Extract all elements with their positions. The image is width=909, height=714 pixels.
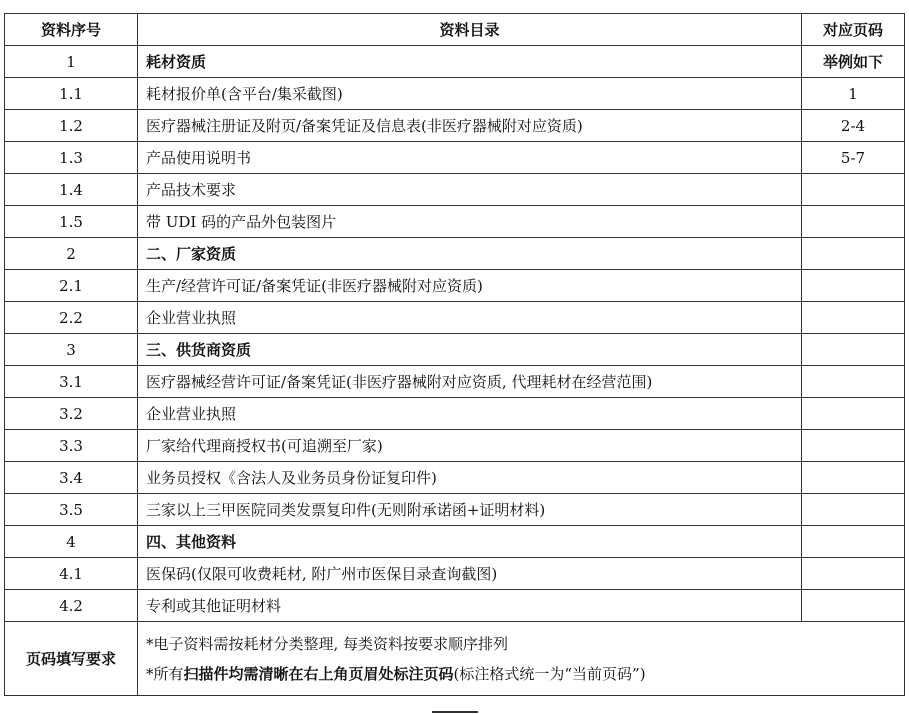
section-title-cell: 二、厂家资质 bbox=[138, 238, 802, 270]
serial-number-cell: 2.2 bbox=[5, 302, 138, 334]
serial-number-cell: 3.5 bbox=[5, 494, 138, 526]
requirements-notes bbox=[138, 622, 905, 696]
table-row bbox=[5, 398, 905, 430]
catalog-item-cell: 带 UDI 码的产品外包装图片 bbox=[138, 206, 802, 238]
catalog-item-cell: 生产/经营许可证/备案凭证(非医疗器械附对应资质) bbox=[138, 270, 802, 302]
serial-number-cell: 4.1 bbox=[5, 558, 138, 590]
catalog-item-cell: 耗材报价单(含平台/集采截图) bbox=[138, 78, 802, 110]
page-number-cell bbox=[802, 494, 905, 526]
page-number-cell: 举例如下 bbox=[802, 46, 905, 78]
header-catalog: 资料目录 bbox=[138, 14, 802, 46]
table-row bbox=[5, 590, 905, 622]
page-number-cell: 5-7 bbox=[802, 142, 905, 174]
section-title-cell: 耗材资质 bbox=[138, 46, 802, 78]
serial-number-cell: 4 bbox=[5, 526, 138, 558]
serial-number-cell: 1.2 bbox=[5, 110, 138, 142]
requirement-note-1: *电子资料需按耗材分类整理, 每类资料按要求顺序排列 bbox=[146, 634, 509, 653]
catalog-item-cell: 三家以上三甲医院同类发票复印件(无则附承诺函+证明材料) bbox=[138, 494, 802, 526]
page-number-cell bbox=[802, 206, 905, 238]
page-number-cell bbox=[802, 590, 905, 622]
table-row bbox=[5, 270, 905, 302]
page-number-cell bbox=[802, 302, 905, 334]
requirement-note-2-prefix: *所有 bbox=[146, 664, 184, 683]
serial-number-cell: 2 bbox=[5, 238, 138, 270]
section-title-cell: 四、其他资料 bbox=[138, 526, 802, 558]
page-number-cell bbox=[802, 366, 905, 398]
section-row bbox=[5, 526, 905, 558]
serial-number-cell: 1.1 bbox=[5, 78, 138, 110]
serial-number-cell: 1.3 bbox=[5, 142, 138, 174]
table-row bbox=[5, 174, 905, 206]
header-page: 对应页码 bbox=[802, 14, 905, 46]
catalog-item-cell: 医疗器械经营许可证/备案凭证(非医疗器械附对应资质, 代理耗材在经营范围) bbox=[138, 366, 802, 398]
requirement-note-2-emphasis: 扫描件均需清晰在右上角页眉处标注页码 bbox=[183, 664, 454, 683]
catalog-item-cell: 医保码(仅限可收费耗材, 附广州市医保目录查询截图) bbox=[138, 558, 802, 590]
serial-number-cell: 3.1 bbox=[5, 366, 138, 398]
serial-number-cell: 3.3 bbox=[5, 430, 138, 462]
table-row bbox=[5, 78, 905, 110]
page-number-cell bbox=[802, 398, 905, 430]
section-row bbox=[5, 334, 905, 366]
catalog-item-cell: 厂家给代理商授权书(可追溯至厂家) bbox=[138, 430, 802, 462]
page-number-cell: 1 bbox=[802, 78, 905, 110]
page-number-cell bbox=[802, 462, 905, 494]
requirement-note-2 bbox=[146, 659, 896, 689]
table-row bbox=[5, 142, 905, 174]
serial-number-cell: 1.4 bbox=[5, 174, 138, 206]
table-row bbox=[5, 494, 905, 526]
serial-number-cell: 1 bbox=[5, 46, 138, 78]
serial-number-cell: 4.2 bbox=[5, 590, 138, 622]
page-number-cell bbox=[802, 430, 905, 462]
serial-number-cell: 3.4 bbox=[5, 462, 138, 494]
table-row bbox=[5, 110, 905, 142]
section-title-cell: 三、供货商资质 bbox=[138, 334, 802, 366]
catalog-item-cell: 业务员授权《含法人及业务员身份证复印件) bbox=[138, 462, 802, 494]
catalog-item-cell: 企业营业执照 bbox=[138, 398, 802, 430]
catalog-item-cell: 产品使用说明书 bbox=[138, 142, 802, 174]
page-number-cell bbox=[802, 558, 905, 590]
page-number-cell bbox=[802, 334, 905, 366]
serial-number-cell: 3.2 bbox=[5, 398, 138, 430]
page-number-cell bbox=[802, 270, 905, 302]
catalog-item-cell: 产品技术要求 bbox=[138, 174, 802, 206]
table-row bbox=[5, 430, 905, 462]
section-row bbox=[5, 46, 905, 78]
table-header-row bbox=[5, 14, 905, 46]
section-row bbox=[5, 238, 905, 270]
table-row bbox=[5, 206, 905, 238]
table-row bbox=[5, 558, 905, 590]
catalog-item-cell: 企业营业执照 bbox=[138, 302, 802, 334]
serial-number-cell: 2.1 bbox=[5, 270, 138, 302]
table-row bbox=[5, 302, 905, 334]
requirements-label: 页码填写要求 bbox=[5, 622, 138, 696]
page-number-cell: 2-4 bbox=[802, 110, 905, 142]
requirement-note-2-suffix: (标注格式统一为“当前页码”) bbox=[453, 664, 646, 683]
document-table bbox=[4, 13, 905, 696]
header-serial: 资料序号 bbox=[5, 14, 138, 46]
page-number-cell bbox=[802, 174, 905, 206]
serial-number-cell: 1.5 bbox=[5, 206, 138, 238]
catalog-item-cell: 专利或其他证明材料 bbox=[138, 590, 802, 622]
footer-divider bbox=[432, 711, 478, 713]
page-number-cell bbox=[802, 526, 905, 558]
page-number-cell bbox=[802, 238, 905, 270]
table-row bbox=[5, 462, 905, 494]
serial-number-cell: 3 bbox=[5, 334, 138, 366]
table-row bbox=[5, 366, 905, 398]
requirements-row bbox=[5, 622, 905, 696]
catalog-item-cell: 医疗器械注册证及附页/备案凭证及信息表(非医疗器械附对应资质) bbox=[138, 110, 802, 142]
